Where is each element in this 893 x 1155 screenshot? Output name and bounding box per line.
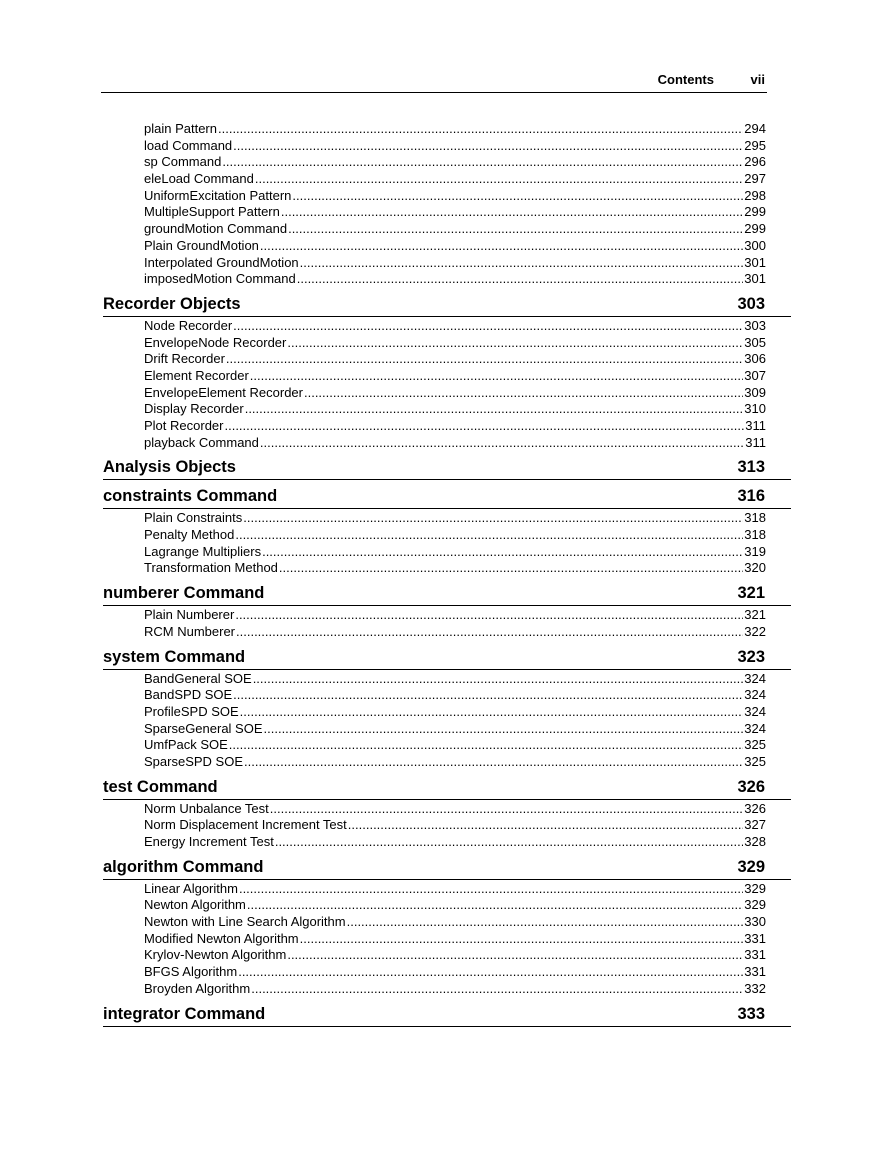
toc-entry-page-number: 324 — [744, 703, 766, 719]
toc-section-entries — [103, 880, 791, 998]
dot-leader — [287, 335, 743, 352]
toc-section-heading[interactable] — [103, 294, 791, 317]
toc-entry[interactable] — [144, 931, 766, 948]
toc-entry-title: Newton with Line Search Algorithm — [144, 914, 346, 930]
dot-leader — [347, 914, 744, 931]
toc-entry-page-number: 331 — [744, 930, 766, 946]
toc-entry[interactable] — [144, 418, 766, 435]
toc-entry-title: BandSPD SOE — [144, 687, 233, 703]
dot-leader — [292, 188, 743, 205]
toc-section-heading[interactable] — [103, 777, 791, 800]
toc-section-title: system Command — [103, 647, 246, 666]
toc-entry-title: UmfPack SOE — [144, 737, 228, 753]
toc-entry-page-number: 329 — [744, 880, 766, 896]
toc-entry-title: MultipleSupport Pattern — [144, 204, 280, 220]
toc-entry-title: EnvelopeElement Recorder — [144, 384, 303, 400]
toc-entry-title: UniformExcitation Pattern — [144, 187, 292, 203]
toc-entry-page-number: 305 — [744, 334, 766, 350]
toc-entry-title: Display Recorder — [144, 401, 244, 417]
toc-entry[interactable] — [144, 238, 766, 255]
toc-entry-title: SparseGeneral SOE — [144, 720, 263, 736]
toc-entry-title: Broyden Algorithm — [144, 980, 251, 996]
toc-entry-title: BandGeneral SOE — [144, 670, 252, 686]
toc-section-page-number: 313 — [737, 458, 765, 477]
toc-entry-page-number: 329 — [744, 897, 766, 913]
toc-section-heading[interactable] — [103, 457, 791, 480]
toc-section-title: algorithm Command — [103, 857, 264, 876]
table-of-contents — [103, 121, 791, 1027]
toc-entry[interactable] — [144, 607, 766, 624]
dot-leader — [255, 171, 743, 188]
dot-leader — [247, 897, 743, 914]
toc-entry[interactable] — [144, 318, 766, 335]
dot-leader — [262, 544, 743, 561]
toc-entry-title: ProfileSPD SOE — [144, 703, 239, 719]
toc-entry[interactable] — [144, 817, 766, 834]
toc-entry-page-number: 332 — [744, 980, 766, 996]
dot-leader — [238, 964, 743, 981]
toc-entry-page-number: 309 — [744, 384, 766, 400]
toc-entry-page-number: 301 — [744, 271, 766, 287]
toc-entry-page-number: 296 — [744, 154, 766, 170]
dot-leader — [281, 204, 743, 221]
toc-entry-title: Plain GroundMotion — [144, 237, 259, 253]
toc-entry[interactable] — [144, 754, 766, 771]
toc-entry[interactable] — [144, 255, 766, 272]
dot-leader — [233, 687, 743, 704]
toc-entry-page-number: 306 — [744, 351, 766, 367]
toc-entry-page-number: 311 — [745, 434, 766, 450]
toc-entry-page-number: 321 — [744, 607, 766, 623]
toc-section — [103, 583, 791, 640]
toc-section-heading[interactable] — [103, 583, 791, 606]
dot-leader — [253, 671, 744, 688]
toc-entry[interactable] — [144, 188, 766, 205]
toc-section-page-number: 333 — [737, 1004, 765, 1023]
toc-sections — [103, 294, 791, 1027]
toc-section-heading[interactable] — [103, 486, 791, 509]
toc-entry-title: eleLoad Command — [144, 171, 254, 187]
dot-leader — [218, 121, 743, 138]
toc-entry-page-number: 310 — [744, 401, 766, 417]
toc-entry[interactable] — [144, 401, 766, 418]
toc-entry-page-number: 299 — [744, 221, 766, 237]
toc-section — [103, 647, 791, 771]
toc-entry-title: SparseSPD SOE — [144, 753, 243, 769]
toc-entry-title: Plot Recorder — [144, 418, 224, 433]
toc-entry-page-number: 328 — [744, 834, 766, 849]
toc-entry[interactable] — [144, 881, 766, 898]
toc-entry[interactable] — [144, 897, 766, 914]
toc-entry-page-number: 295 — [744, 137, 766, 153]
toc-entry-title: Penalty Method — [144, 527, 235, 543]
toc-entry-title: Lagrange Multipliers — [144, 543, 262, 559]
dot-leader — [288, 221, 743, 238]
toc-entry-page-number: 294 — [744, 121, 766, 136]
dot-leader — [245, 401, 744, 418]
dot-leader — [229, 737, 744, 754]
toc-entry-page-number: 331 — [744, 964, 766, 980]
toc-entry[interactable] — [144, 801, 766, 818]
toc-entry-title: Plain Numberer — [144, 607, 235, 623]
toc-entry-page-number: 311 — [745, 418, 766, 433]
toc-entry-page-number: 325 — [744, 737, 766, 753]
toc-entry[interactable] — [144, 368, 766, 385]
dot-leader — [264, 721, 744, 738]
running-header-page-number: vii — [750, 72, 765, 87]
toc-entry[interactable] — [144, 671, 766, 688]
toc-entry-title: EnvelopeNode Recorder — [144, 334, 287, 350]
toc-entry-page-number: 300 — [744, 237, 766, 253]
toc-entry[interactable] — [144, 121, 766, 138]
toc-section-entries — [103, 800, 791, 851]
toc-section — [103, 857, 791, 998]
dot-leader — [250, 368, 744, 385]
toc-entry-page-number: 297 — [744, 171, 766, 187]
toc-entry-title: Norm Displacement Increment Test — [144, 817, 347, 833]
toc-entry[interactable] — [144, 560, 766, 577]
dot-leader — [260, 238, 743, 255]
toc-entry[interactable] — [144, 271, 766, 288]
toc-entry[interactable] — [144, 544, 766, 561]
dot-leader — [279, 560, 743, 577]
toc-entry[interactable] — [144, 204, 766, 221]
dot-leader — [236, 624, 743, 641]
toc-entry-title: Node Recorder — [144, 317, 233, 333]
dot-leader — [270, 801, 744, 818]
toc-entry[interactable] — [144, 834, 766, 851]
toc-entry-title: Energy Increment Test — [144, 834, 274, 849]
toc-entry[interactable] — [144, 721, 766, 738]
dot-leader — [300, 255, 744, 272]
dot-leader — [297, 271, 744, 288]
dot-leader — [224, 418, 744, 435]
dot-leader — [244, 754, 743, 771]
toc-entry[interactable] — [144, 737, 766, 754]
toc-section — [103, 777, 791, 851]
lead-entries-list — [103, 121, 791, 288]
toc-entry-page-number: 327 — [744, 817, 766, 833]
toc-entry-title: groundMotion Command — [144, 221, 288, 237]
toc-section-entries — [103, 509, 791, 577]
toc-section-page-number: 321 — [737, 584, 765, 603]
dot-leader — [287, 947, 743, 964]
toc-section-page-number: 303 — [737, 294, 765, 313]
toc-entry[interactable] — [144, 687, 766, 704]
toc-entry-page-number: 324 — [744, 720, 766, 736]
running-header — [101, 70, 767, 93]
dot-leader — [235, 607, 743, 624]
toc-entry-page-number: 299 — [744, 204, 766, 220]
dot-leader — [304, 385, 743, 402]
toc-entry-title: Transformation Method — [144, 560, 278, 576]
dot-leader — [243, 510, 743, 527]
toc-entry-title: plain Pattern — [144, 121, 217, 136]
toc-entry[interactable] — [144, 385, 766, 402]
toc-section-title: numberer Command — [103, 584, 265, 603]
dot-leader — [222, 154, 743, 171]
toc-entry-title: Plain Constraints — [144, 510, 243, 526]
dot-leader — [260, 435, 744, 452]
toc-entry-title: Newton Algorithm — [144, 897, 246, 913]
toc-section-entries — [103, 317, 791, 452]
toc-entry-page-number: 318 — [744, 510, 766, 526]
dot-leader — [251, 981, 743, 998]
toc-entry[interactable] — [144, 981, 766, 998]
dot-leader — [239, 881, 743, 898]
toc-section-title: test Command — [103, 777, 218, 796]
toc-entry-page-number: 298 — [744, 187, 766, 203]
toc-section-entries — [103, 670, 791, 771]
toc-entry-title: imposedMotion Command — [144, 271, 296, 287]
toc-section-entries — [103, 606, 791, 640]
toc-entry[interactable] — [144, 964, 766, 981]
toc-section-page-number: 316 — [737, 487, 765, 506]
dot-leader — [240, 704, 744, 721]
dot-leader — [275, 834, 743, 851]
toc-entry[interactable] — [144, 947, 766, 964]
toc-entry[interactable] — [144, 335, 766, 352]
toc-section-page-number: 323 — [737, 647, 765, 666]
toc-entry-title: BFGS Algorithm — [144, 964, 238, 980]
toc-section-title: integrator Command — [103, 1004, 266, 1023]
toc-entry-title: Modified Newton Algorithm — [144, 930, 299, 946]
toc-entry[interactable] — [144, 510, 766, 527]
toc-section — [103, 486, 791, 577]
toc-entry-page-number: 322 — [744, 623, 766, 639]
toc-entry-page-number: 319 — [744, 543, 766, 559]
toc-section-heading[interactable] — [103, 1004, 791, 1027]
toc-section — [103, 1004, 791, 1027]
toc-entry-title: Drift Recorder — [144, 351, 225, 367]
toc-entry[interactable] — [144, 624, 766, 641]
toc-entry-title: Norm Unbalance Test — [144, 800, 269, 816]
toc-entry[interactable] — [144, 171, 766, 188]
toc-entry-page-number: 324 — [744, 670, 766, 686]
toc-section-heading[interactable] — [103, 857, 791, 880]
toc-entry[interactable] — [144, 527, 766, 544]
running-header-title: Contents — [657, 72, 714, 87]
toc-section-title: constraints Command — [103, 487, 278, 506]
toc-section — [103, 294, 791, 452]
toc-entry-page-number: 325 — [744, 753, 766, 769]
toc-entry-page-number: 324 — [744, 687, 766, 703]
toc-entry-page-number: 307 — [744, 367, 766, 383]
dot-leader — [300, 931, 744, 948]
toc-entry-title: Krylov-Newton Algorithm — [144, 947, 287, 963]
toc-entry-page-number: 326 — [744, 800, 766, 816]
toc-entry-title: load Command — [144, 137, 233, 153]
dot-leader — [233, 138, 743, 155]
toc-entry-page-number: 320 — [744, 560, 766, 576]
toc-entry-title: sp Command — [144, 154, 222, 170]
dot-leader — [235, 527, 743, 544]
toc-entry-title: Linear Algorithm — [144, 880, 238, 896]
toc-section-heading[interactable] — [103, 647, 791, 670]
toc-entry-title: playback Command — [144, 434, 259, 450]
toc-entry[interactable] — [144, 351, 766, 368]
toc-entry[interactable] — [144, 704, 766, 721]
toc-section-title: Recorder Objects — [103, 294, 241, 313]
toc-section-page-number: 326 — [737, 777, 765, 796]
toc-entry-page-number: 318 — [744, 527, 766, 543]
toc-entry-page-number: 301 — [744, 254, 766, 270]
toc-entry[interactable] — [144, 221, 766, 238]
toc-entry[interactable] — [144, 914, 766, 931]
toc-entry-page-number: 303 — [744, 317, 766, 333]
toc-entry-title: Interpolated GroundMotion — [144, 254, 299, 270]
toc-section — [103, 457, 791, 480]
toc-entry[interactable] — [144, 154, 766, 171]
toc-entry-title: RCM Numberer — [144, 623, 236, 639]
dot-leader — [233, 318, 743, 335]
toc-entry[interactable] — [144, 138, 766, 155]
toc-section-title: Analysis Objects — [103, 458, 236, 477]
toc-entry-page-number: 331 — [744, 947, 766, 963]
toc-entry-page-number: 330 — [744, 914, 766, 930]
toc-entry[interactable] — [144, 435, 766, 452]
dot-leader — [226, 351, 743, 368]
dot-leader — [348, 817, 744, 834]
toc-section-page-number: 329 — [737, 857, 765, 876]
toc-entry-title: Element Recorder — [144, 367, 249, 383]
